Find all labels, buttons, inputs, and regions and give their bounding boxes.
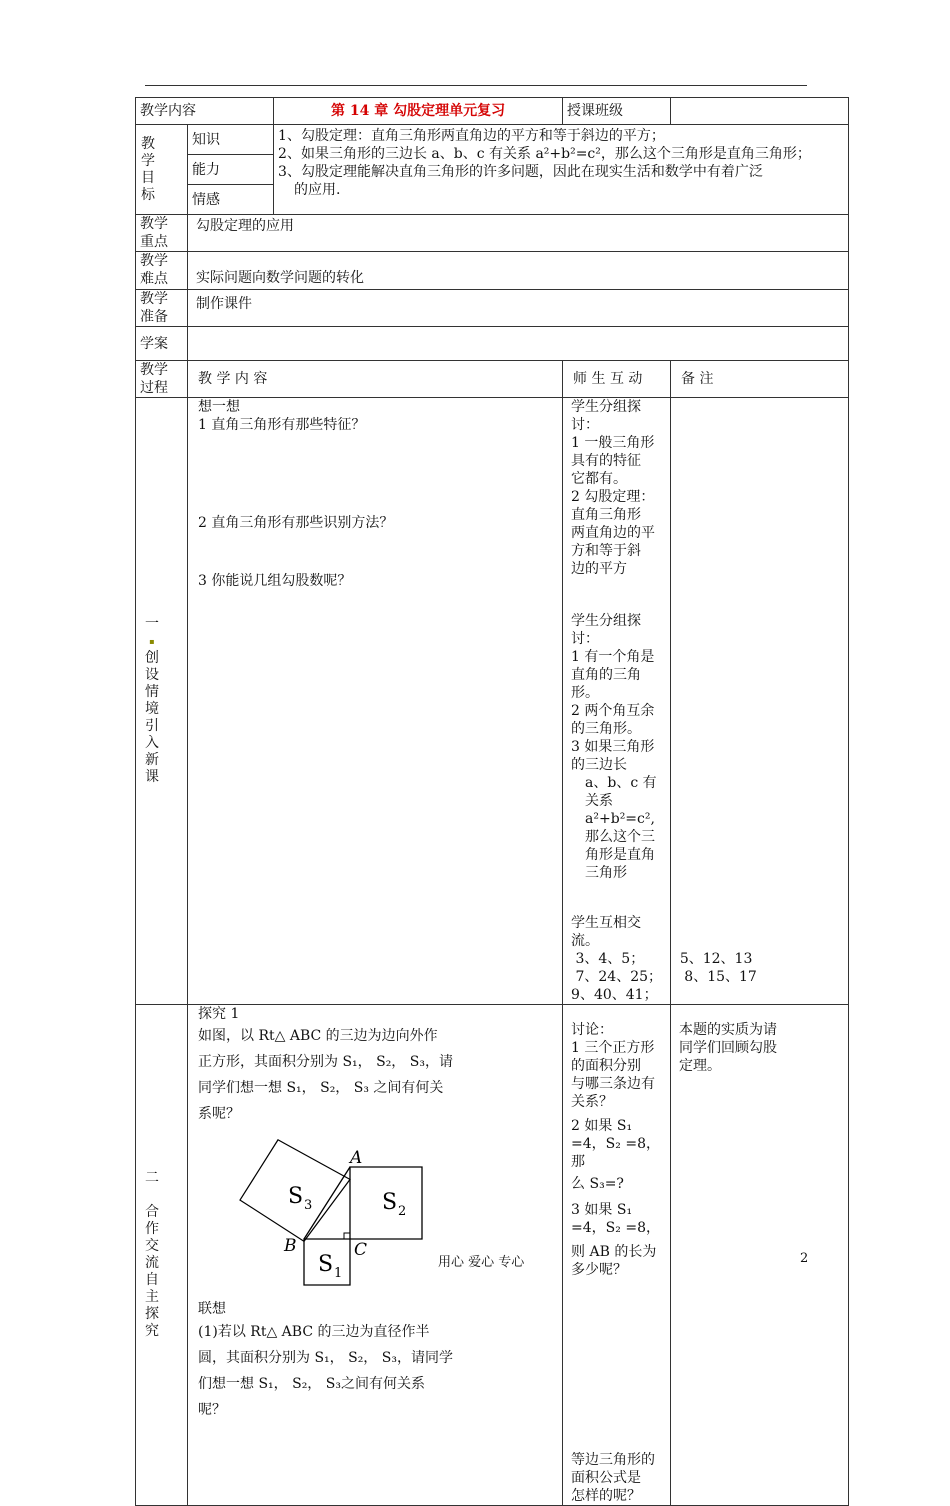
- section2-label-1: 二: [145, 1170, 159, 1186]
- goal-item-4: 的应用.: [294, 182, 341, 198]
- s1-a1-l5: 边的平方: [571, 561, 628, 577]
- goals-label-1: 教: [141, 135, 155, 152]
- difficulty-label-1: 教学: [140, 253, 168, 269]
- process-label: [136, 361, 188, 398]
- section1-label-10: 课: [145, 769, 159, 785]
- section2-label: [136, 1005, 188, 1506]
- section2-label-9: 探: [145, 1306, 159, 1322]
- s1-a2-title: 学生分组探讨：: [571, 613, 642, 647]
- section2-label-10: 究: [145, 1323, 159, 1339]
- s1-a2-l3: 2 两个角互余的三角形。: [571, 703, 655, 737]
- s1-a3-l3: 9、40、41；: [571, 987, 658, 1003]
- s1-a2-l6: 那么这个三角形是直角: [585, 829, 656, 863]
- goal-emotion-label: 情感: [188, 185, 274, 215]
- section2-label-4: 作: [145, 1221, 159, 1237]
- section2-label-8: 主: [145, 1289, 159, 1305]
- col-note-header: 备 注: [671, 361, 849, 398]
- s2-note-l2: 同学们回顾勾股: [679, 1040, 778, 1056]
- section1-q2: 2 直角三角形有那些识别方法？: [198, 515, 394, 531]
- s2-l3: 2 如果 S₁ =4，S₂ =8，那: [571, 1118, 660, 1170]
- col-content-header: 教 学 内 容: [188, 361, 563, 398]
- s1-a1-title: 学生分组探讨：: [571, 399, 642, 433]
- prep-label: [136, 290, 188, 327]
- s1-a1-l2: 它都有。: [571, 471, 628, 487]
- s2-note-l3: 定理。: [679, 1058, 722, 1074]
- s1-a2-l7: 三角形: [585, 865, 628, 881]
- prep-label-2: 准备: [140, 309, 168, 325]
- section1-label-7: 引: [145, 718, 159, 734]
- section2-p3: 同学们想一想 S₁， S₂， S₃ 之间有何关: [198, 1080, 444, 1096]
- s1-a1-l3: 2 勾股定理：直角三角形: [571, 489, 655, 523]
- process-label-1: 教学: [140, 362, 168, 378]
- s1-a2-l5: a、b、c 有关系 a²+b²=c²,: [585, 775, 657, 827]
- page-number: 2: [800, 1251, 809, 1266]
- section2-p1: 如图，以 Rt△ ABC 的三边为边向外作: [198, 1028, 438, 1044]
- goals-label-4: 标: [141, 186, 155, 203]
- difficulty-value: 实际问题向数学问题的转化: [188, 252, 849, 290]
- section1-content: [188, 398, 563, 1005]
- header-rule: [145, 85, 807, 86]
- footer-motto: 用心 爱心 专心: [438, 1255, 525, 1270]
- lx-1: (1)若以 Rt△ ABC 的三边为直径作半: [198, 1324, 430, 1340]
- section2-label-2: [144, 1187, 160, 1204]
- goals-label-3: 目: [141, 169, 155, 186]
- s2-l1: 1 三个正方形的面积分别: [571, 1040, 655, 1074]
- s2-l6: 则 AB 的长为多少呢？: [571, 1244, 657, 1278]
- section2-interaction: [563, 1005, 671, 1506]
- label-s3-sub: 3: [304, 1198, 313, 1213]
- label-b: B: [284, 1236, 297, 1256]
- goal-item-3: 3、勾股定理能解决直角三角形的许多问题，因此在现实生活和数学中有着广泛: [278, 164, 763, 180]
- section1-label-1: 一: [145, 616, 159, 632]
- s1-a1-l1: 1 一般三角形具有的特征: [571, 435, 655, 469]
- section1-label-8: 入: [145, 735, 159, 751]
- label-s3: S: [288, 1184, 304, 1209]
- key-points-label: [136, 215, 188, 252]
- xuean-label: 学案: [136, 327, 188, 361]
- s2-t: 讨论：: [571, 1022, 614, 1038]
- lx-2: 圆，其面积分别为 S₁， S₂， S₃，请同学: [198, 1350, 453, 1366]
- class-label: 授课班级: [563, 98, 671, 125]
- s1-a3-l1: 3、4、5； 5、12、13: [571, 951, 753, 967]
- s1-a2-l2: 形。: [571, 685, 600, 701]
- s1-a3-l2: 7、24、25； 8、15、17: [571, 969, 757, 985]
- key-points-label-1: 教学: [140, 216, 168, 232]
- label-s2: S: [382, 1190, 398, 1215]
- section2-label-5: 交: [145, 1238, 159, 1254]
- prep-value: 制作课件: [188, 290, 849, 327]
- section1-q3: 3 你能说几组勾股数呢？: [198, 573, 352, 589]
- lx-3: 们想一想 S₁， S₂， S₃之间有何关系: [198, 1376, 425, 1392]
- difficulty-label-2: 难点: [140, 271, 168, 287]
- s1-a3-title: 学生互相交流。: [571, 915, 642, 949]
- s2-l5: 3 如果 S₁ =4，S₂ =8，: [571, 1202, 660, 1236]
- section1-interaction: [563, 398, 757, 1005]
- s2-l7: 等边三角形的面积公式是: [571, 1452, 656, 1486]
- class-value: [671, 98, 849, 125]
- s2-l4: 么 S₃=?: [571, 1176, 624, 1192]
- section2-label-7: 自: [145, 1272, 159, 1288]
- process-label-2: 过程: [140, 380, 168, 396]
- section2-label-6: 流: [145, 1255, 159, 1271]
- section1-label-3: 创: [145, 650, 159, 666]
- section1-q1: 1 直角三角形有那些特征？: [198, 417, 366, 433]
- lx-4: 呢？: [198, 1402, 226, 1418]
- goals-items: [274, 125, 849, 215]
- s1-a2-l4: 3 如果三角形的三边长: [571, 739, 655, 773]
- section1-label-2: ▪: [149, 637, 155, 646]
- goals-label-2: 学: [141, 152, 155, 169]
- goals-label: [136, 125, 188, 215]
- section1-label-5: 情: [145, 684, 159, 700]
- key-points-label-2: 重点: [140, 234, 168, 250]
- section2-p2: 正方形，其面积分别为 S₁， S₂， S₃，请: [198, 1054, 453, 1070]
- label-c: C: [354, 1240, 368, 1260]
- s2-note-l1: 本题的实质为请: [679, 1022, 778, 1038]
- section1-label: [136, 398, 188, 1005]
- section2-label-3: 合: [145, 1204, 159, 1220]
- xuean-value: [188, 327, 849, 361]
- lx-title: 联想: [198, 1301, 226, 1317]
- pythagoras-squares-figure: [212, 1127, 432, 1297]
- col-interaction-header: 师 生 互 动: [563, 361, 671, 398]
- page-title: 第 14 章 勾股定理单元复习: [274, 98, 563, 125]
- label-s1-sub: 1: [334, 1266, 343, 1281]
- key-points-value: 勾股定理的应用: [188, 215, 849, 252]
- difficulty-label: [136, 252, 188, 290]
- goal-ability-label: 能力: [188, 155, 274, 185]
- s2-l8: 怎样的呢？: [571, 1488, 642, 1504]
- goal-item-1: 1、勾股定理：直角三角形两直角边的平方和等于斜边的平方；: [278, 128, 665, 144]
- label-a: A: [350, 1148, 363, 1168]
- section1-label-9: 新: [145, 752, 159, 768]
- s1-a2-l1: 1 有一个角是直角的三角: [571, 649, 655, 683]
- section1-label-4: 设: [145, 667, 159, 683]
- right-angle-mark: [344, 1233, 350, 1239]
- section2-title: 探究 1: [198, 1006, 240, 1022]
- section2-note: [671, 1005, 849, 1506]
- label-s1: S: [318, 1252, 334, 1277]
- label-s2-sub: 2: [398, 1204, 407, 1219]
- goal-knowledge-label: 知识: [188, 125, 274, 155]
- s2-l2: 与哪三条边有关系？: [571, 1076, 656, 1110]
- section1-label-6: 境: [145, 701, 159, 717]
- content-label: 教学内容: [136, 98, 274, 125]
- section1-title: 想一想: [198, 399, 240, 415]
- lesson-plan-table: [135, 97, 849, 1506]
- s1-a1-l4: 两直角边的平方和等于斜: [571, 525, 656, 559]
- goal-item-2: 2、如果三角形的三边长 a、b、c 有关系 a²+b²=c²，那么这个三角形是直角三角形；: [278, 146, 811, 162]
- section2-p4: 系呢？: [198, 1106, 240, 1122]
- prep-label-1: 教学: [140, 291, 168, 307]
- section1-note: [671, 398, 849, 1005]
